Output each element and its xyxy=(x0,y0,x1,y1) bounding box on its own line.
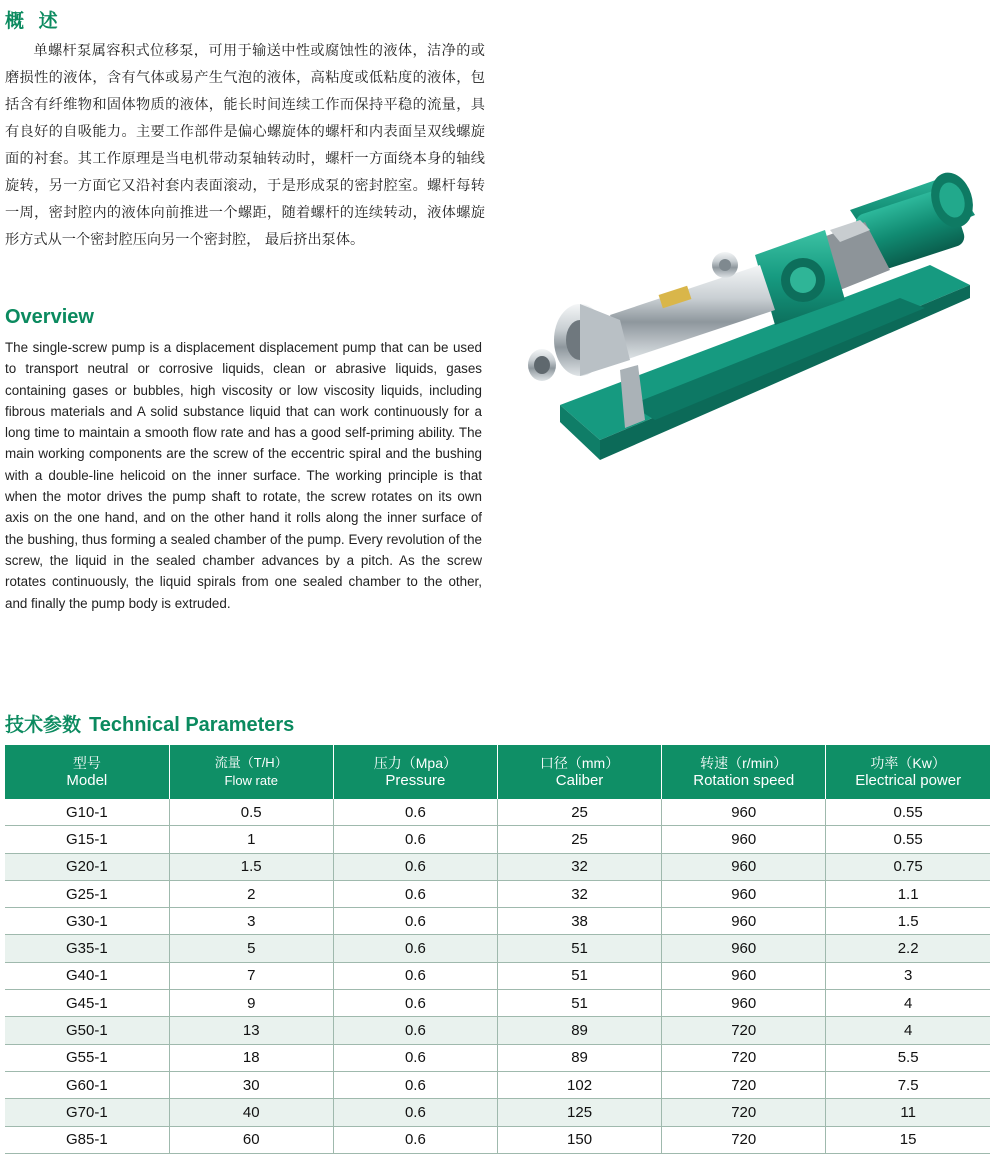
header-pressure xyxy=(333,745,497,799)
cell-rotation-speed: 720 xyxy=(662,1099,826,1126)
header-cn: 压力（Mpa） xyxy=(373,755,457,771)
cell-flow-rate: 9 xyxy=(169,990,333,1017)
header-en: Electrical power xyxy=(855,772,962,789)
cell-rotation-speed: 960 xyxy=(662,853,826,880)
cell-pressure: 0.6 xyxy=(333,1099,497,1126)
cell-caliber: 102 xyxy=(497,1071,661,1098)
cell-flow-rate: 0.5 xyxy=(169,799,333,826)
cell-pressure: 0.6 xyxy=(333,1044,497,1071)
cell-model: G60-1 xyxy=(5,1071,169,1098)
cell-pressure: 0.6 xyxy=(333,908,497,935)
cell-pressure: 0.6 xyxy=(333,962,497,989)
cell-rotation-speed: 960 xyxy=(662,880,826,907)
cell-model: G50-1 xyxy=(5,1017,169,1044)
cell-flow-rate: 3 xyxy=(169,908,333,935)
header-cn: 功率（Kw） xyxy=(870,755,946,771)
cell-model: G40-1 xyxy=(5,962,169,989)
table-row xyxy=(5,853,990,880)
cell-caliber: 32 xyxy=(497,880,661,907)
cell-model: G20-1 xyxy=(5,853,169,880)
table-body xyxy=(5,799,990,1153)
table-row xyxy=(5,826,990,853)
cell-pressure: 0.6 xyxy=(333,826,497,853)
tech-params-title-cn: 技术参数 xyxy=(5,714,82,736)
cell-rotation-speed: 720 xyxy=(662,1071,826,1098)
header-en: Rotation speed xyxy=(693,772,795,789)
cell-pressure: 0.6 xyxy=(333,1017,497,1044)
tech-params-title-en: Technical Parameters xyxy=(89,714,295,736)
table-row xyxy=(5,1017,990,1044)
cell-model: G25-1 xyxy=(5,880,169,907)
header-cn: 转速（r/min） xyxy=(700,755,788,771)
overview-cn-title: 概 述 xyxy=(5,10,62,32)
tech-params-title xyxy=(5,710,294,737)
cell-electrical-power: 1.1 xyxy=(826,880,990,907)
cell-caliber: 51 xyxy=(497,990,661,1017)
header-en: Pressure xyxy=(385,772,446,789)
header-cn: 流量（T/H） xyxy=(214,755,288,770)
table-row xyxy=(5,880,990,907)
header-cn: 口径（mm） xyxy=(539,755,620,771)
header-en: Model xyxy=(66,772,108,789)
cell-rotation-speed: 960 xyxy=(662,826,826,853)
cell-model: G30-1 xyxy=(5,908,169,935)
cell-caliber: 89 xyxy=(497,1044,661,1071)
cell-model: G70-1 xyxy=(5,1099,169,1126)
table-row xyxy=(5,935,990,962)
table-header-row xyxy=(5,745,990,799)
header-en: Flow rate xyxy=(224,773,278,788)
cell-electrical-power: 4 xyxy=(826,1017,990,1044)
cell-pressure: 0.6 xyxy=(333,880,497,907)
cell-pressure: 0.6 xyxy=(333,853,497,880)
table-row xyxy=(5,1044,990,1071)
cell-rotation-speed: 720 xyxy=(662,1017,826,1044)
table-row xyxy=(5,1099,990,1126)
cell-flow-rate: 30 xyxy=(169,1071,333,1098)
cell-electrical-power: 5.5 xyxy=(826,1044,990,1071)
cell-rotation-speed: 960 xyxy=(662,962,826,989)
cell-model: G15-1 xyxy=(5,826,169,853)
cell-pressure: 0.6 xyxy=(333,1071,497,1098)
header-cn: 型号 xyxy=(72,755,101,771)
table-row xyxy=(5,908,990,935)
header-flow-rate xyxy=(169,745,333,799)
cell-caliber: 51 xyxy=(497,962,661,989)
cell-electrical-power: 7.5 xyxy=(826,1071,990,1098)
cell-rotation-speed: 960 xyxy=(662,908,826,935)
cell-pressure: 0.6 xyxy=(333,935,497,962)
cell-electrical-power: 2.2 xyxy=(826,935,990,962)
cell-rotation-speed: 720 xyxy=(662,1126,826,1153)
cell-flow-rate: 1 xyxy=(169,826,333,853)
cell-model: G55-1 xyxy=(5,1044,169,1071)
screw-pump-image xyxy=(520,170,990,470)
overview-en-title: Overview xyxy=(5,306,94,328)
cell-flow-rate: 2 xyxy=(169,880,333,907)
cell-model: G10-1 xyxy=(5,799,169,826)
cell-model: G85-1 xyxy=(5,1126,169,1153)
cell-rotation-speed: 960 xyxy=(662,990,826,1017)
cell-caliber: 32 xyxy=(497,853,661,880)
header-caliber xyxy=(497,745,661,799)
cell-electrical-power: 15 xyxy=(826,1126,990,1153)
cell-caliber: 51 xyxy=(497,935,661,962)
overview-en-text: The single-screw pump is a displacement displacement pump that can be used to transport neutral or corrosive liquids, clean or abrasive liquids, gases containing gases or bubbles, high viscosity or low viscosity liquids, including fibrous materials and A solid substance liquid that can work continuously for a long time to maintain a smooth flow rate and has a good self-priming ability. The main working components are the screw of the eccentric spiral and the bushing with a double-line helicoid on the inner surface. The working principle is that when the motor drives the pump shaft to rotate, the screw rotates on its own axis on the one hand, and on the other hand it rolls along the inner surface of the bushing, thus forming a sealed chamber of the pump. Every revolution of the screw, the liquid in the sealed chamber advances by a pitch. As the screw rotates continuously, the liquid spirals from one sealed chamber to the other, and finally the pump body is extruded. xyxy=(5,340,482,611)
table-row xyxy=(5,990,990,1017)
cell-caliber: 125 xyxy=(497,1099,661,1126)
table-row xyxy=(5,1126,990,1153)
tech-params-table xyxy=(5,745,990,1154)
cell-electrical-power: 0.55 xyxy=(826,826,990,853)
header-en: Caliber xyxy=(555,772,604,789)
cell-electrical-power: 0.55 xyxy=(826,799,990,826)
cell-rotation-speed: 960 xyxy=(662,935,826,962)
cell-flow-rate: 13 xyxy=(169,1017,333,1044)
table-row xyxy=(5,962,990,989)
header-model xyxy=(5,745,169,799)
cell-electrical-power: 1.5 xyxy=(826,908,990,935)
table-row xyxy=(5,799,990,826)
cell-flow-rate: 5 xyxy=(169,935,333,962)
cell-flow-rate: 40 xyxy=(169,1099,333,1126)
cell-rotation-speed: 720 xyxy=(662,1044,826,1071)
header-rotation-speed xyxy=(662,745,826,799)
cell-electrical-power: 0.75 xyxy=(826,853,990,880)
cell-caliber: 38 xyxy=(497,908,661,935)
cell-pressure: 0.6 xyxy=(333,799,497,826)
cell-caliber: 89 xyxy=(497,1017,661,1044)
cell-caliber: 150 xyxy=(497,1126,661,1153)
cell-caliber: 25 xyxy=(497,799,661,826)
cell-electrical-power: 11 xyxy=(826,1099,990,1126)
cell-pressure: 0.6 xyxy=(333,990,497,1017)
table-row xyxy=(5,1071,990,1098)
cell-pressure: 0.6 xyxy=(333,1126,497,1153)
cell-model: G45-1 xyxy=(5,990,169,1017)
cell-flow-rate: 7 xyxy=(169,962,333,989)
cell-flow-rate: 18 xyxy=(169,1044,333,1071)
cell-caliber: 25 xyxy=(497,826,661,853)
cell-flow-rate: 60 xyxy=(169,1126,333,1153)
cell-flow-rate: 1.5 xyxy=(169,853,333,880)
cell-electrical-power: 4 xyxy=(826,990,990,1017)
cell-electrical-power: 3 xyxy=(826,962,990,989)
cell-rotation-speed: 960 xyxy=(662,799,826,826)
overview-cn-text: 单螺杆泵属容积式位移泵，可用于输送中性或腐蚀性的液体，洁净的或磨损性的液体，含有气体或易产生气泡的液体，高粘度或低粘度的液体，包括含有纤维物和固体物质的液体，能长时间连续工作而保持平稳的流量，具有良好的自吸能力。主要工作部件是偏心螺旋体的螺杆和内表面呈双线螺旋面的衬套。其工作原理是当电机带动泵轴转动时，螺杆一方面绕本身的轴线旋转，另一方面它又沿衬套内表面滚动，于是形成泵的密封腔室。螺杆每转一周，密封腔内的液体向前推进一个螺距，随着螺杆的连续转动，液体螺旋形方式从一个密封腔压向另一个密封腔， 最后挤出泵体。 xyxy=(5,43,485,248)
cell-model: G35-1 xyxy=(5,935,169,962)
header-electrical-power xyxy=(826,745,990,799)
